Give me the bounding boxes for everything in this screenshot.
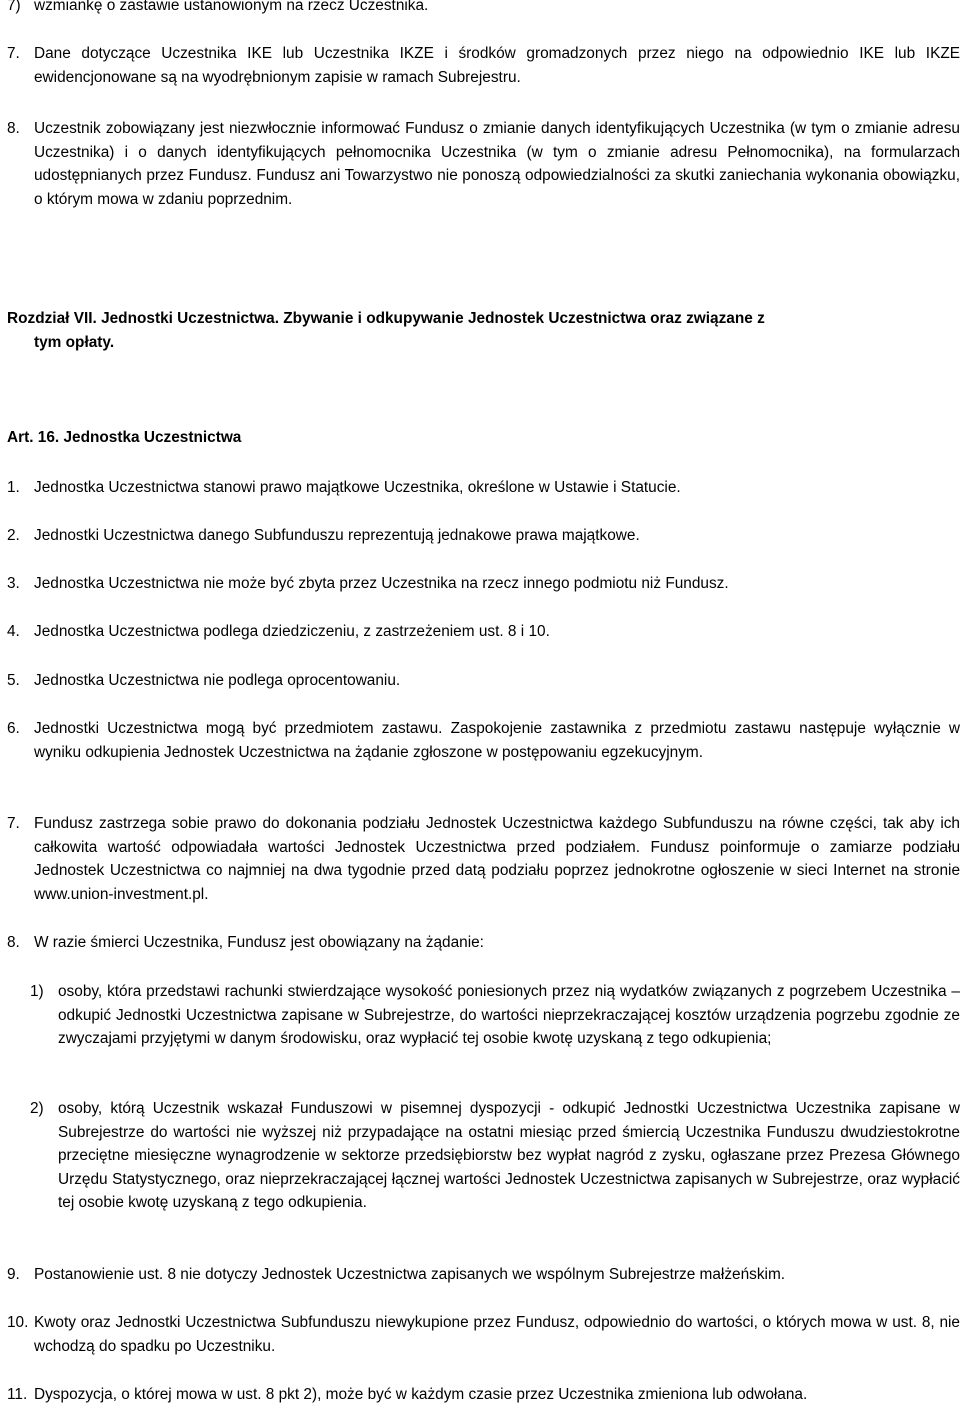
list-item [7, 717, 960, 764]
list-item [7, 572, 960, 596]
item-number: 7. [7, 45, 20, 62]
list-item [7, 1311, 960, 1358]
item-text: Fundusz zastrzega sobie prawo do dokonania podziału Jednostek Uczestnictwa każdego Subfunduszu na równe części, tak aby ich całkowita wartość odpowiadała wartości Jednostek Uczestnictwa przed podziałem. Fundusz poinformuje o zamiarze podziału Jednostek Uczestnictwa co najmniej na dwa tygodnie przed datą podziału poprzez jednokrotne ogłoszenie w sieci Internet na stronie www.union-investment.pl. [34, 815, 960, 903]
item-text: Kwoty oraz Jednostki Uczestnictwa Subfunduszu niewykupione przez Fundusz, odpowiednio do wartości, o których mowa w ust. 8, nie wchodzą do spadku po Uczestniku. [34, 1314, 960, 1355]
item-number: 6. [7, 720, 20, 737]
item-text: Dyspozycja, o której mowa w ust. 8 pkt 2), może być w każdym czasie przez Uczestnika zmieniona lub odwołana. [34, 1386, 808, 1403]
item-number: 1. [7, 479, 20, 496]
list-item [7, 1383, 960, 1407]
item-number: 2. [7, 527, 20, 544]
item-number: 7. [7, 815, 20, 832]
article-title: Art. 16. Jednostka Uczestnictwa [7, 429, 242, 446]
sub-list-item [30, 1097, 960, 1215]
list-item [7, 476, 960, 500]
sub-item-number: 2) [30, 1100, 44, 1117]
item-number: 8. [7, 934, 20, 951]
item-number: 4. [7, 623, 20, 640]
item-text: Postanowienie ust. 8 nie dotyczy Jednostek Uczestnictwa zapisanych we wspólnym Subrejestrze małżeńskim. [34, 1266, 786, 1283]
item-text: Jednostka Uczestnictwa nie podlega oprocentowaniu. [34, 672, 401, 689]
item-text: Jednostki Uczestnictwa mogą być przedmiotem zastawu. Zaspokojenie zastawnika z przedmiotu zastawu następuje wyłącznie w wyniku odkupienia Jednostek Uczestnictwa na żądanie zgłoszone w postępowaniu egzekucyjnym. [34, 720, 960, 761]
list-item [7, 42, 960, 89]
item-text: Dane dotyczące Uczestnika IKE lub Uczestnika IKZE i środków gromadzonych przez niego na odpowiednio IKE lub IKZE ewidencjonowane są na wyodrębnionym zapisie w ramach Subrejestru. [34, 45, 960, 86]
item-number: 3. [7, 575, 20, 592]
chapter-heading-line: tym opłaty. [34, 333, 115, 351]
list-item [7, 931, 960, 955]
item-number: 9. [7, 1266, 20, 1283]
item-number: 10. [7, 1314, 29, 1331]
item-number: 11. [7, 1386, 28, 1403]
list-item [7, 812, 960, 906]
sub-item-number: 1) [30, 983, 44, 1000]
item-text: W razie śmierci Uczestnika, Fundusz jest obowiązany na żądanie: [34, 934, 484, 951]
list-item [7, 669, 960, 693]
item-number: 8. [7, 120, 20, 137]
list-item [7, 117, 960, 211]
chapter-heading [7, 307, 960, 354]
item-text: Jednostki Uczestnictwa danego Subfunduszu reprezentują jednakowe prawa majątkowe. [34, 527, 640, 544]
list-item [7, 0, 960, 18]
sub-list-item [30, 980, 960, 1051]
item-text: Jednostka Uczestnictwa stanowi prawo majątkowe Uczestnika, określone w Ustawie i Statucie. [34, 479, 681, 496]
item-number: 5. [7, 672, 20, 689]
item-text: wzmiankę o zastawie ustanowionym na rzecz Uczestnika. [34, 0, 429, 14]
list-item [7, 1263, 960, 1287]
item-number: 7) [7, 0, 21, 14]
sub-item-text: osoby, która przedstawi rachunki stwierdzające wysokość poniesionych przez nią wydatków związanych z pogrzebem Uczestnika – odkupić Jednostki Uczestnictwa zapisane w Subrejestrze, do wartości nieprzekraczającej kosztów urządzenia pogrzebu zgodnie ze zwyczajami przyjętymi w danym środowisku, oraz wypłacić tej osobie kwotę uzyskaną z tego odkupienia; [58, 983, 960, 1047]
sub-item-text: osoby, którą Uczestnik wskazał Funduszowi w pisemnej dyspozycji - odkupić Jednostki Uczestnictwa Uczestnika zapisane w Subrejestrze do wartości nie wyższej niż przypadające na ostatni miesiąc przed śmiercią Uczestnika Funduszu dwudziestokrotne przeciętne miesięczne wynagrodzenie w sektorze przedsiębiorstw bez wypłat nagród z zysku, ogłaszane przez Prezesa Głównego Urzędu Statystycznego, oraz nieprzekraczającej łącznej wartości Jednostek Uczestnictwa zapisanych w Subrejestrze, oraz wypłacić tej osobie kwotę uzyskaną z tego odkupienia. [58, 1100, 960, 1211]
list-item [7, 620, 960, 644]
list-item [7, 524, 960, 548]
item-text: Jednostka Uczestnictwa nie może być zbyta przez Uczestnika na rzecz innego podmiotu niż Fundusz. [34, 575, 729, 592]
chapter-heading-line: Rozdział VII. Jednostki Uczestnictwa. Zbywanie i odkupywanie Jednostek Uczestnictwa oraz związane z [7, 310, 765, 327]
item-text: Jednostka Uczestnictwa podlega dziedziczeniu, z zastrzeżeniem ust. 8 i 10. [34, 623, 550, 640]
item-text: Uczestnik zobowiązany jest niezwłocznie informować Fundusz o zmianie danych identyfikujących Uczestnika (w tym o zmianie adresu Uczestnika) i o danych identyfikujących pełnomocnika Uczestnika (w tym o zmianie adresu Pełnomocnika), na formularzach udostępnianych przez Fundusz. Fundusz ani Towarzystwo nie ponoszą odpowiedzialności za skutki zaniechania wykonania obowiązku, o którym mowa w zdaniu poprzednim. [34, 120, 960, 208]
